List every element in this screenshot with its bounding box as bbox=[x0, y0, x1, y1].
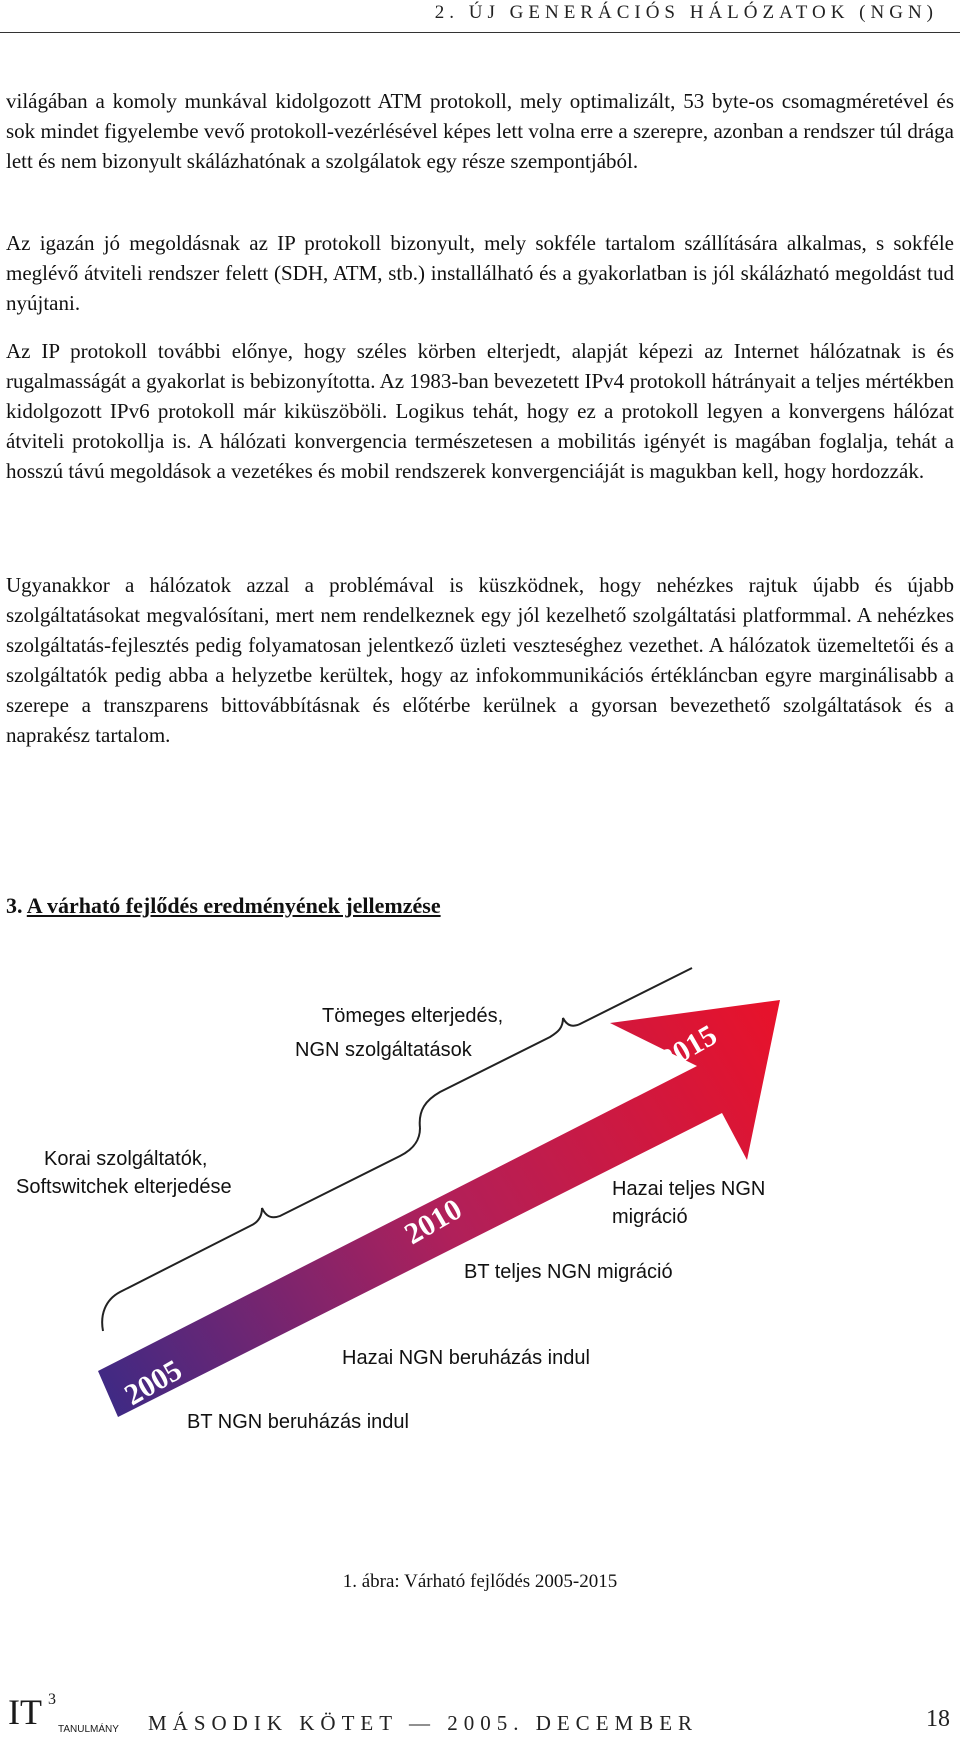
paragraph-ip-solution: Az igazán jó megoldásnak az IP protokoll bizonyult, mely sokféle tartalom szállítására alkalmas, s sokféle meglévő átviteli rendszer felett (SDH, ATM, stb.) installálható és a gyakorlatban is jól skálázható megoldást tud nyújtani. bbox=[6, 231, 954, 315]
label-hazai-teljes-line2: migráció bbox=[612, 1206, 688, 1228]
page-number: 18 bbox=[926, 1706, 950, 1732]
logo-sup: 3 bbox=[48, 1691, 56, 1708]
paragraph-service-platform: Ugyanakkor a hálózatok azzal a problémával is küszködnek, hogy nehézkes rajtuk újabb és újabb szolgáltatásokat megvalósítani, mert nem rendelkeznek egy jól kezelhető szolgáltatási platformmal. A nehézkes szolgáltatás-fejlesztés pedig folyamatosan jelentkező üzleti veszteséghez vezethet. A hálózatok üzemeltetői és a szolgáltatók pedig abba a helyzetbe kerültek, hogy az infokommunikációs értékláncban egyre marginálisabb a szerepe a transzparens bittovábbításnak és előtérbe kerülnek a gyorsan bevezethető szolgáltatások és a naprakész tartalom. bbox=[6, 573, 954, 747]
paragraph-atm: világában a komoly munkával kidolgozott ATM protokoll, mely optimalizált, 53 byte-os csomagméretével és sok mindet figyelembe vevő protokoll-vezérlésével képes lett volna erre a szerepre, azonban a rendszer túl drága lett és nem bizonyult skálázhatónak a szolgálatok egy része szempontjából. bbox=[6, 89, 954, 173]
it3-logo bbox=[6, 1690, 136, 1738]
section-number: 3. bbox=[6, 893, 23, 918]
logo-it: IT bbox=[8, 1692, 42, 1732]
year-2010: 2010 bbox=[399, 1192, 468, 1252]
label-tomeges-line2: NGN szolgáltatások bbox=[295, 1039, 472, 1061]
section-heading bbox=[6, 893, 441, 919]
label-hazai-teljes-line1: Hazai teljes NGN bbox=[612, 1178, 766, 1200]
logo-tanulmany: TANULMÁNY bbox=[58, 1724, 119, 1735]
label-korai-line1: Korai szolgáltatók, bbox=[44, 1148, 208, 1170]
footer-volume: MÁSODIK KÖTET — 2005. DECEMBER bbox=[148, 1711, 699, 1735]
year-2005: 2005 bbox=[119, 1353, 188, 1413]
label-korai-line2: Softswitchek elterjedése bbox=[16, 1176, 232, 1198]
label-tomeges-line1: Tömeges elterjedés, bbox=[322, 1005, 504, 1027]
running-header: 2. ÚJ GENERÁCIÓS HÁLÓZATOK (NGN) bbox=[434, 2, 938, 23]
label-bt-invest: BT NGN beruházás indul bbox=[187, 1411, 409, 1433]
year-2015: 2015 bbox=[654, 1018, 723, 1078]
label-hazai-invest: Hazai NGN beruházás indul bbox=[342, 1347, 590, 1369]
section-title: A várható fejlődés eredményének jellemzése bbox=[26, 893, 441, 918]
figure-caption: 1. ábra: Várható fejlődés 2005-2015 bbox=[342, 1571, 618, 1592]
header-rule bbox=[0, 32, 960, 33]
label-bt-full-migration: BT teljes NGN migráció bbox=[464, 1261, 673, 1283]
development-timeline-figure bbox=[0, 960, 960, 1560]
paragraph-ip-advantages: Az IP protokoll további előnye, hogy széles körben elterjedt, alapját képezi az Internet hálózatnak is és rugalmasságát a gyakorlat is bebizonyította. Az 1983-ban bevezetett IPv4 protokoll hátrányait a teljes mértékben kidolgozott IPv6 protokoll már kiküszöböli. Logikus tehát, hogy ez a protokoll legyen a konvergens hálózat átviteli protokollja is. A hálózati konvergencia természetesen a mobilitás igényét is magában foglalja, tehát a hosszú távú megoldások a vezetékes és mobil rendszerek konvergenciáját is magukban kell, hogy hordozzák. bbox=[6, 339, 954, 483]
